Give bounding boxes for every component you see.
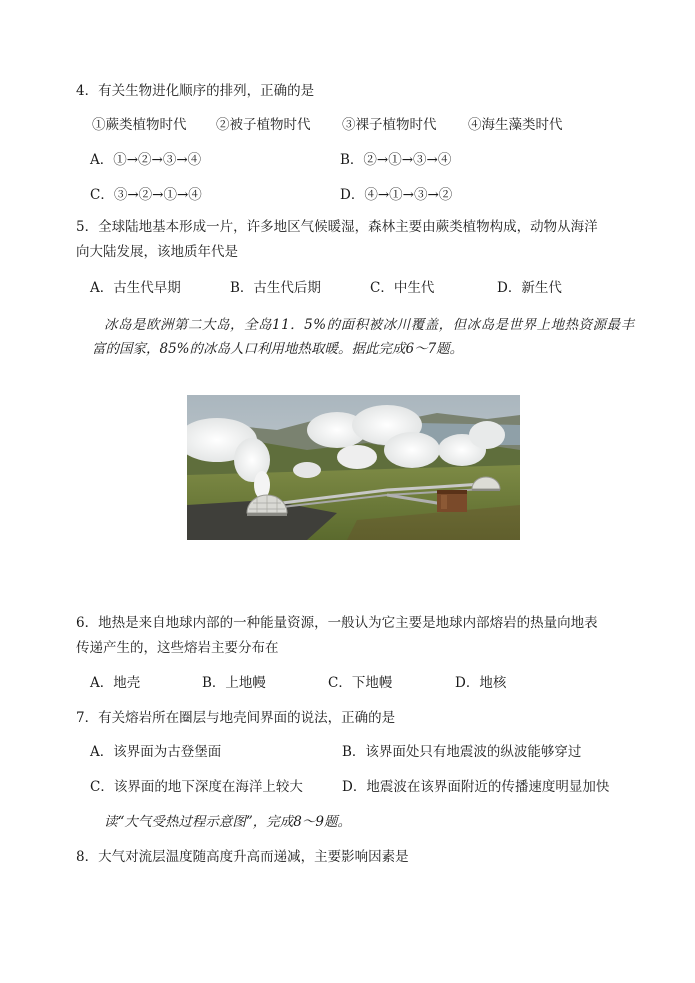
- q4-item-1: ①蕨类植物时代: [92, 117, 187, 133]
- passage1-line1: 冰岛是欧洲第二大岛，全岛11．5%的面积被冰川覆盖，但冰岛是世界上地热资源最丰: [104, 317, 635, 333]
- q7-stem: 7．有关熔岩所在圈层与地壳间界面的说法，正确的是: [76, 710, 396, 726]
- q4-item-2: ②被子植物时代: [216, 117, 311, 133]
- geothermal-plant-photo: [187, 395, 520, 540]
- q5-option-c: C．中生代: [370, 280, 435, 296]
- q4-option-c: C．③→②→①→④: [90, 187, 202, 203]
- q4-option-a: A．①→②→③→④: [90, 152, 202, 168]
- q4-stem: 4．有关生物进化顺序的排列，正确的是: [76, 83, 315, 99]
- q7-option-a: A．该界面为古登堡面: [90, 744, 222, 760]
- q5-option-d: D．新生代: [497, 280, 562, 296]
- q6-option-a: A．地壳: [90, 675, 141, 691]
- q4-item-4: ④海生藻类时代: [468, 117, 563, 133]
- passage1-line2: 富的国家，85%的冰岛人口利用地热取暖。据此完成6～7题。: [92, 341, 464, 357]
- q5-stem-line1: 5．全球陆地基本形成一片，许多地区气候暖湿，森林主要由蕨类植物构成，动物从海洋: [76, 219, 598, 235]
- q6-stem-line1: 6．地热是来自地球内部的一种能量资源，一般认为它主要是地球内部熔岩的热量向地表: [76, 615, 598, 631]
- q7-option-d: D．地震波在该界面附近的传播速度明显加快: [342, 779, 610, 795]
- q4-item-3: ③裸子植物时代: [342, 117, 437, 133]
- q6-stem-line2: 传递产生的，这些熔岩主要分布在: [76, 640, 279, 656]
- q6-option-c: C．下地幔: [328, 675, 393, 691]
- q7-option-c: C．该界面的地下深度在海洋上较大: [90, 779, 303, 795]
- q4-option-d: D．④→①→③→②: [340, 187, 453, 203]
- q4-option-b: B．②→①→③→④: [340, 152, 452, 168]
- q5-option-a: A．古生代早期: [90, 280, 181, 296]
- q8-stem: 8．大气对流层温度随高度升高而递减，主要影响因素是: [76, 849, 409, 865]
- q7-option-b: B．该界面处只有地震波的纵波能够穿过: [342, 744, 582, 760]
- passage2-line1: 读“大气受热过程示意图”，完成8～9题。: [104, 814, 351, 830]
- q6-option-b: B．上地幔: [202, 675, 266, 691]
- q6-option-d: D．地核: [455, 675, 507, 691]
- q5-stem-line2: 向大陆发展，该地质年代是: [76, 244, 238, 260]
- q5-option-b: B．古生代后期: [230, 280, 321, 296]
- geothermal-plant-image: [187, 395, 520, 540]
